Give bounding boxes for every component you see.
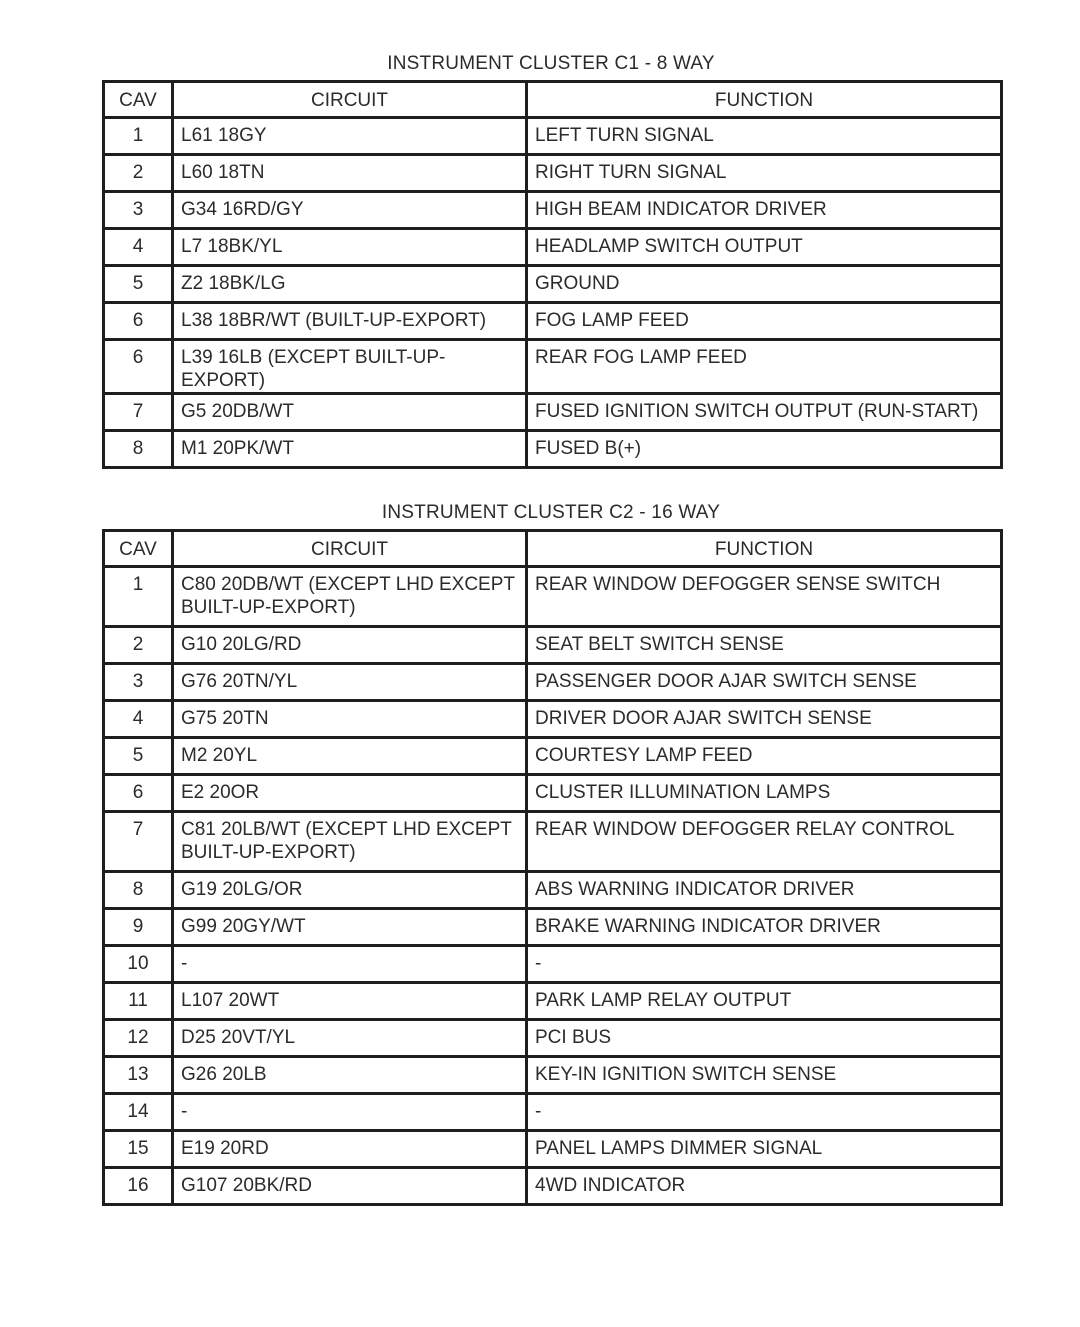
- cav-cell: 3: [104, 192, 173, 229]
- cav-cell: 5: [104, 266, 173, 303]
- table-row: [104, 567, 1002, 627]
- function-cell: REAR FOG LAMP FEED: [527, 340, 1002, 394]
- table-row: [104, 701, 1002, 738]
- function-cell: PANEL LAMPS DIMMER SIGNAL: [527, 1131, 1002, 1168]
- circuit-cell: L107 20WT: [173, 983, 527, 1020]
- cav-cell: 16: [104, 1168, 173, 1205]
- circuit-cell: G76 20TN/YL: [173, 664, 527, 701]
- table-row: [104, 118, 1002, 155]
- circuit-cell: L7 18BK/YL: [173, 229, 527, 266]
- function-cell: -: [527, 1094, 1002, 1131]
- function-cell: -: [527, 946, 1002, 983]
- circuit-cell: M1 20PK/WT: [173, 431, 527, 468]
- function-cell: CLUSTER ILLUMINATION LAMPS: [527, 775, 1002, 812]
- circuit-cell: Z2 18BK/LG: [173, 266, 527, 303]
- cav-cell: 9: [104, 909, 173, 946]
- function-cell: LEFT TURN SIGNAL: [527, 118, 1002, 155]
- function-cell: RIGHT TURN SIGNAL: [527, 155, 1002, 192]
- cav-cell: 1: [104, 118, 173, 155]
- function-cell: SEAT BELT SWITCH SENSE: [527, 627, 1002, 664]
- table-row: [104, 431, 1002, 468]
- header-function: FUNCTION: [527, 82, 1002, 118]
- circuit-cell: D25 20VT/YL: [173, 1020, 527, 1057]
- function-cell: DRIVER DOOR AJAR SWITCH SENSE: [527, 701, 1002, 738]
- cav-cell: 14: [104, 1094, 173, 1131]
- table-row: [104, 775, 1002, 812]
- table-row: [104, 192, 1002, 229]
- table-row: [104, 303, 1002, 340]
- circuit-cell: G10 20LG/RD: [173, 627, 527, 664]
- header-circuit: CIRCUIT: [173, 82, 527, 118]
- function-cell: HIGH BEAM INDICATOR DRIVER: [527, 192, 1002, 229]
- function-cell: FUSED B(+): [527, 431, 1002, 468]
- cav-cell: 15: [104, 1131, 173, 1168]
- table-row: [104, 229, 1002, 266]
- table-row: [104, 1131, 1002, 1168]
- table-row: [104, 1168, 1002, 1205]
- circuit-cell: G107 20BK/RD: [173, 1168, 527, 1205]
- table-row: [104, 1057, 1002, 1094]
- pinout-table: [102, 80, 1003, 469]
- function-cell: PASSENGER DOOR AJAR SWITCH SENSE: [527, 664, 1002, 701]
- circuit-cell: L60 18TN: [173, 155, 527, 192]
- table-row: [104, 266, 1002, 303]
- function-cell: KEY-IN IGNITION SWITCH SENSE: [527, 1057, 1002, 1094]
- circuit-cell: M2 20YL: [173, 738, 527, 775]
- table-title: INSTRUMENT CLUSTER C1 - 8 WAY: [387, 53, 715, 74]
- cav-cell: 1: [104, 567, 173, 627]
- cav-cell: 7: [104, 812, 173, 872]
- cav-cell: 13: [104, 1057, 173, 1094]
- cav-cell: 8: [104, 872, 173, 909]
- circuit-cell: G99 20GY/WT: [173, 909, 527, 946]
- pinout-table: [102, 529, 1003, 1206]
- circuit-cell: -: [173, 1094, 527, 1131]
- table-row: [104, 394, 1002, 431]
- circuit-cell: G26 20LB: [173, 1057, 527, 1094]
- connector-table-c2: [102, 499, 1000, 1206]
- header-row: [104, 82, 1002, 118]
- table-row: [104, 872, 1002, 909]
- cav-cell: 6: [104, 775, 173, 812]
- function-cell: HEADLAMP SWITCH OUTPUT: [527, 229, 1002, 266]
- header-function: FUNCTION: [527, 531, 1002, 567]
- circuit-cell: L39 16LB (EXCEPT BUILT-UP-EXPORT): [173, 340, 527, 394]
- circuit-cell: C81 20LB/WT (EXCEPT LHD EXCEPT BUILT-UP-EXPORT): [173, 812, 527, 872]
- circuit-cell: G5 20DB/WT: [173, 394, 527, 431]
- table-row: [104, 738, 1002, 775]
- cav-cell: 10: [104, 946, 173, 983]
- circuit-cell: G19 20LG/OR: [173, 872, 527, 909]
- table-row: [104, 946, 1002, 983]
- circuit-cell: -: [173, 946, 527, 983]
- table-row: [104, 1020, 1002, 1057]
- connector-table-c1: [102, 50, 1000, 469]
- function-cell: FUSED IGNITION SWITCH OUTPUT (RUN-START): [527, 394, 1002, 431]
- header-circuit: CIRCUIT: [173, 531, 527, 567]
- table-row: [104, 909, 1002, 946]
- cav-cell: 8: [104, 431, 173, 468]
- cav-cell: 6: [104, 303, 173, 340]
- function-cell: 4WD INDICATOR: [527, 1168, 1002, 1205]
- table-row: [104, 1094, 1002, 1131]
- circuit-cell: E19 20RD: [173, 1131, 527, 1168]
- circuit-cell: L61 18GY: [173, 118, 527, 155]
- function-cell: GROUND: [527, 266, 1002, 303]
- cav-cell: 4: [104, 229, 173, 266]
- circuit-cell: G75 20TN: [173, 701, 527, 738]
- table-title: INSTRUMENT CLUSTER C2 - 16 WAY: [381, 502, 721, 523]
- cav-cell: 4: [104, 701, 173, 738]
- circuit-cell: E2 20OR: [173, 775, 527, 812]
- header-cav: CAV: [104, 531, 173, 567]
- cav-cell: 5: [104, 738, 173, 775]
- cav-cell: 6: [104, 340, 173, 394]
- cav-cell: 3: [104, 664, 173, 701]
- function-cell: REAR WINDOW DEFOGGER RELAY CONTROL: [527, 812, 1002, 872]
- table-row: [104, 155, 1002, 192]
- cav-cell: 7: [104, 394, 173, 431]
- cav-cell: 2: [104, 155, 173, 192]
- table-row: [104, 627, 1002, 664]
- table-row: [104, 983, 1002, 1020]
- function-cell: REAR WINDOW DEFOGGER SENSE SWITCH: [527, 567, 1002, 627]
- function-cell: COURTESY LAMP FEED: [527, 738, 1002, 775]
- cav-cell: 2: [104, 627, 173, 664]
- header-cav: CAV: [104, 82, 173, 118]
- circuit-cell: C80 20DB/WT (EXCEPT LHD EXCEPT BUILT-UP-EXPORT): [173, 567, 527, 627]
- cav-cell: 12: [104, 1020, 173, 1057]
- circuit-cell: L38 18BR/WT (BUILT-UP-EXPORT): [173, 303, 527, 340]
- function-cell: PARK LAMP RELAY OUTPUT: [527, 983, 1002, 1020]
- function-cell: BRAKE WARNING INDICATOR DRIVER: [527, 909, 1002, 946]
- function-cell: FOG LAMP FEED: [527, 303, 1002, 340]
- table-row: [104, 340, 1002, 394]
- header-row: [104, 531, 1002, 567]
- cav-cell: 11: [104, 983, 173, 1020]
- function-cell: ABS WARNING INDICATOR DRIVER: [527, 872, 1002, 909]
- table-row: [104, 664, 1002, 701]
- circuit-cell: G34 16RD/GY: [173, 192, 527, 229]
- table-row: [104, 812, 1002, 872]
- function-cell: PCI BUS: [527, 1020, 1002, 1057]
